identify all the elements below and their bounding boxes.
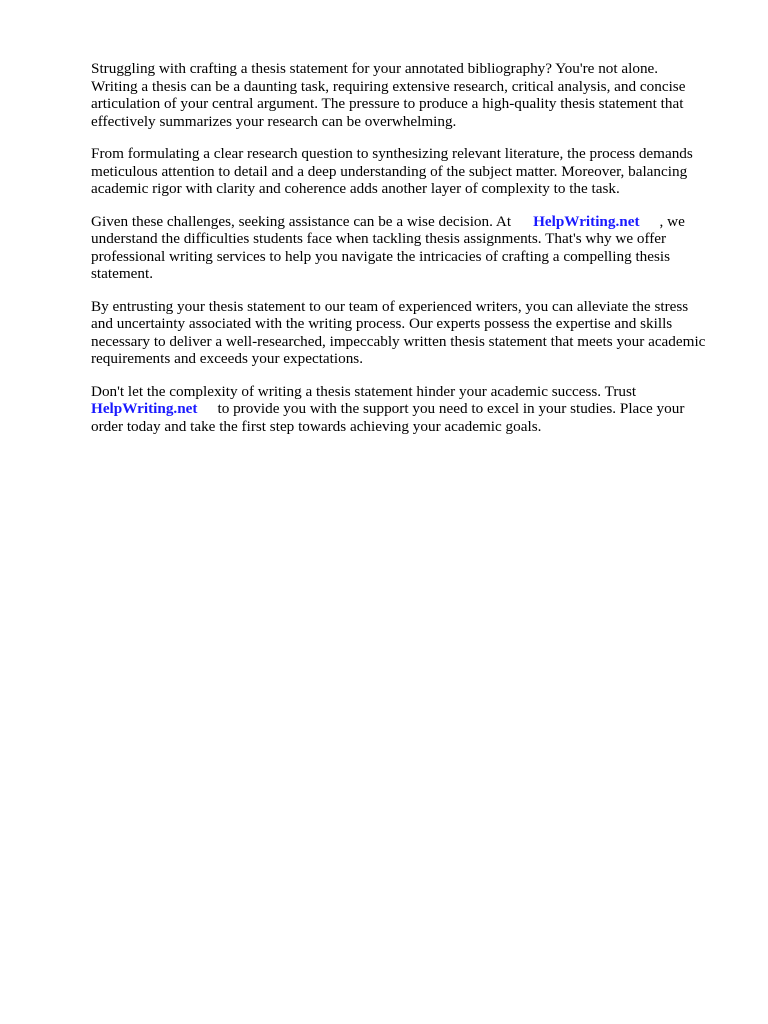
text-line: professional writing services to help you navigate the intricacies of crafting a compelling thesis — [91, 247, 671, 265]
paragraph-intro — [91, 60, 731, 130]
text-line: From formulating a clear research question to synthesizing relevant literature, the process demands — [91, 145, 693, 162]
paragraph-assistance — [91, 213, 731, 283]
text-line: necessary to deliver a well-researched, impeccably written thesis statement that meets your academic — [91, 332, 706, 350]
text-line: to provide you with the support you need to excel in your studies. Place your — [217, 400, 685, 417]
text-line: Don't let the complexity of writing a thesis statement hinder your academic success. Trust — [91, 382, 637, 400]
text-line: effectively summarizes your research can be overwhelming. — [91, 112, 457, 130]
text-line: order today and take the first step towards achieving your academic goals. — [91, 417, 542, 435]
text-line: statement. — [91, 265, 153, 282]
text-line: meticulous attention to detail and a deep understanding of the subject matter. Moreover, balancing — [91, 162, 688, 180]
text-line: Writing a thesis can be a daunting task, requiring extensive research, critical analysis, and concise — [91, 77, 686, 95]
paragraph-process — [91, 145, 731, 198]
paragraph-writers — [91, 298, 731, 368]
paragraph-closing — [91, 383, 731, 436]
text-line: and uncertainty associated with the writing process. Our experts possess the expertise and skills — [91, 315, 673, 332]
text-line: By entrusting your thesis statement to our team of experienced writers, you can alleviate the stress — [91, 297, 689, 315]
text-line: articulation of your central argument. The pressure to produce a high-quality thesis statement that — [91, 95, 684, 112]
document-page — [91, 60, 731, 450]
text-line: academic rigor with clarity and coherence adds another layer of complexity to the task. — [91, 180, 620, 197]
helpwriting-link[interactable]: HelpWriting.net — [91, 400, 198, 417]
helpwriting-link[interactable]: HelpWriting.net — [533, 212, 640, 230]
text-line: requirements and exceeds your expectations. — [91, 350, 364, 367]
text-line: , we — [659, 212, 685, 230]
text-line: Struggling with crafting a thesis statement for your annotated bibliography? You're not alone. — [91, 60, 659, 77]
text-line: Given these challenges, seeking assistance can be a wise decision. At — [91, 212, 512, 230]
text-line: understand the difficulties students face when tackling thesis assignments. That's why we offer — [91, 230, 667, 247]
